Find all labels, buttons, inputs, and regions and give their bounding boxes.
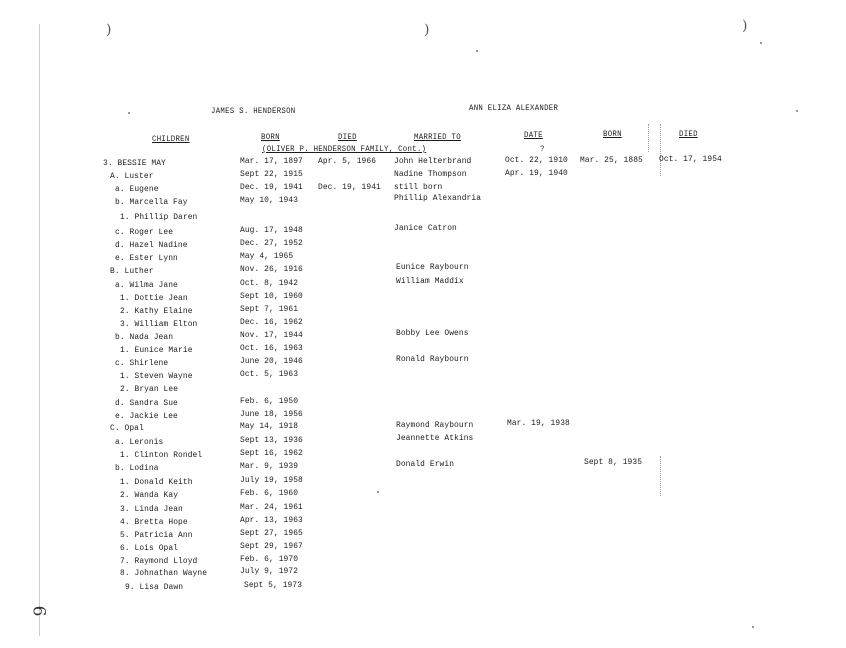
column-guide [660, 124, 661, 176]
row-born: Sept 16, 1962 [240, 448, 303, 458]
row-name: 1. Steven Wayne [120, 371, 193, 381]
row-died: Apr. 5, 1966 [318, 156, 377, 166]
row-married: Bobby Lee Owens [396, 328, 469, 338]
row-name: 1. Phillip Daren [120, 212, 198, 222]
col-children: CHILDREN [152, 135, 190, 144]
row-name: c. Shirlene [115, 358, 169, 368]
row-married: Nadine Thompson [394, 169, 467, 179]
row-married: Jeannette Atkins [396, 433, 474, 443]
row-born: Oct. 8, 1942 [240, 278, 299, 288]
row-name: c. Roger Lee [115, 227, 174, 237]
row-name: d. Hazel Nadine [115, 240, 188, 250]
row-born: June 20, 1946 [240, 356, 303, 366]
margin-mark: ) [424, 22, 430, 38]
row-born: Nov. 26, 1916 [240, 264, 303, 274]
row-name: 7. Raymond Lloyd [120, 556, 198, 566]
row-born: Mar. 24, 1961 [240, 502, 303, 512]
row-name: 6. Lois Opal [120, 543, 179, 553]
row-married: Ronald Raybourn [396, 354, 469, 364]
row-born: Feb. 6, 1950 [240, 396, 299, 406]
row-name: b. Lodina [115, 463, 159, 473]
row-name: a. Leronis [115, 437, 164, 447]
row-born: Apr. 13, 1963 [240, 515, 303, 525]
row-married: Donald Erwin [396, 459, 455, 469]
row-date: Oct. 22, 1910 [505, 155, 568, 165]
row-married: Janice Catron [394, 223, 457, 233]
row-born: Mar. 17, 1897 [240, 156, 303, 166]
margin-mark: ) [106, 22, 112, 38]
row-married: Eunice Raybourn [396, 262, 469, 272]
date-unknown-mark: ? [540, 145, 545, 154]
row-born: Nov. 17, 1944 [240, 330, 303, 340]
row-born: Feb. 6, 1970 [240, 554, 299, 564]
row-born: Oct. 5, 1963 [240, 369, 299, 379]
column-guide [660, 456, 661, 496]
speck [377, 491, 379, 493]
row-married: still born [394, 182, 443, 192]
row-born: Dec. 19, 1941 [240, 182, 303, 192]
row-name: b. Marcella Fay [115, 197, 188, 207]
row-born: Sept 5, 1973 [244, 580, 303, 590]
speck [760, 42, 762, 44]
row-married: William Maddix [396, 276, 464, 286]
row-died: Dec. 19, 1941 [318, 182, 381, 192]
row-born: Sept 27, 1965 [240, 528, 303, 538]
margin-mark: ) [742, 18, 748, 34]
page-edge-line [39, 24, 40, 636]
wife-name: ANN ELIZA ALEXANDER [469, 104, 559, 113]
row-date: Apr. 19, 1940 [505, 168, 568, 178]
row-born: May 14, 1918 [240, 421, 299, 431]
page-number-handwritten: 6 [28, 605, 49, 617]
row-name: 3. Linda Jean [120, 504, 183, 514]
row-name: 1. Eunice Marie [120, 345, 193, 355]
row-name: 9. Lisa Dawn [125, 582, 184, 592]
row-born: Aug. 17, 1948 [240, 225, 303, 235]
row-name: C. Opal [110, 423, 144, 433]
row-name: 3. William Elton [120, 319, 198, 329]
row-born: Sept 10, 1960 [240, 291, 303, 301]
row-name: 5. Patricia Ann [120, 530, 193, 540]
row-name: b. Nada Jean [115, 332, 174, 342]
row-married: John Helterbrand [394, 156, 472, 166]
row-married: Phillip Alexandria [394, 193, 482, 203]
row-born: May 4, 1965 [240, 251, 294, 261]
row-married: Raymond Raybourn [396, 420, 474, 430]
col-died: DIED [338, 133, 357, 142]
row-born: July 9, 1972 [240, 566, 299, 576]
row-name: 1. Dottie Jean [120, 293, 188, 303]
row-name: 4. Bretta Hope [120, 517, 188, 527]
husband-name: JAMES S. HENDERSON [211, 107, 296, 116]
column-guide [648, 124, 649, 152]
row-name: e. Jackie Lee [115, 411, 178, 421]
row-born: July 19, 1958 [240, 475, 303, 485]
row-name: e. Ester Lynn [115, 253, 178, 263]
col-born-spouse: BORN [603, 130, 622, 139]
row-name: 2. Wanda Kay [120, 490, 179, 500]
row-born: Feb. 6, 1960 [240, 488, 299, 498]
row-name: 1. Donald Keith [120, 477, 193, 487]
row-name: 3. BESSIE MAY [103, 158, 166, 168]
row-born: Dec. 27, 1952 [240, 238, 303, 248]
col-date: DATE [524, 131, 543, 140]
row-name: a. Wilma Jane [115, 280, 178, 290]
speck [796, 110, 798, 112]
row-born: Sept 22, 1915 [240, 169, 303, 179]
speck [128, 112, 130, 114]
row-born: Mar. 9, 1939 [240, 461, 299, 471]
row-died-spouse: Oct. 17, 1954 [659, 154, 722, 164]
row-born: May 10, 1943 [240, 195, 299, 205]
row-born-spouse: Sept 8, 1935 [584, 457, 643, 467]
row-born: Sept 7, 1961 [240, 304, 299, 314]
row-date: Mar. 19, 1938 [507, 418, 570, 428]
row-born-spouse: Mar. 25, 1885 [580, 155, 643, 165]
col-died-spouse: DIED [679, 130, 698, 139]
speck [752, 626, 754, 628]
row-name: 2. Bryan Lee [120, 384, 179, 394]
family-subtitle: (OLIVER P. HENDERSON FAMILY, Cont.) [262, 145, 427, 154]
row-born: Sept 13, 1936 [240, 435, 303, 445]
col-born: BORN [261, 133, 280, 142]
row-born: Oct. 16, 1963 [240, 343, 303, 353]
row-name: A. Luster [110, 171, 154, 181]
row-name: B. Luther [110, 266, 154, 276]
row-name: d. Sandra Sue [115, 398, 178, 408]
row-name: 1. Clinton Rondel [120, 450, 203, 460]
speck [476, 50, 478, 52]
row-name: a. Eugene [115, 184, 159, 194]
row-name: 2. Kathy Elaine [120, 306, 193, 316]
row-born: June 18, 1956 [240, 409, 303, 419]
row-name: 8. Johnathan Wayne [120, 568, 208, 578]
row-born: Sept 29, 1967 [240, 541, 303, 551]
row-born: Dec. 16, 1962 [240, 317, 303, 327]
col-married-to: MARRIED TO [414, 133, 461, 142]
